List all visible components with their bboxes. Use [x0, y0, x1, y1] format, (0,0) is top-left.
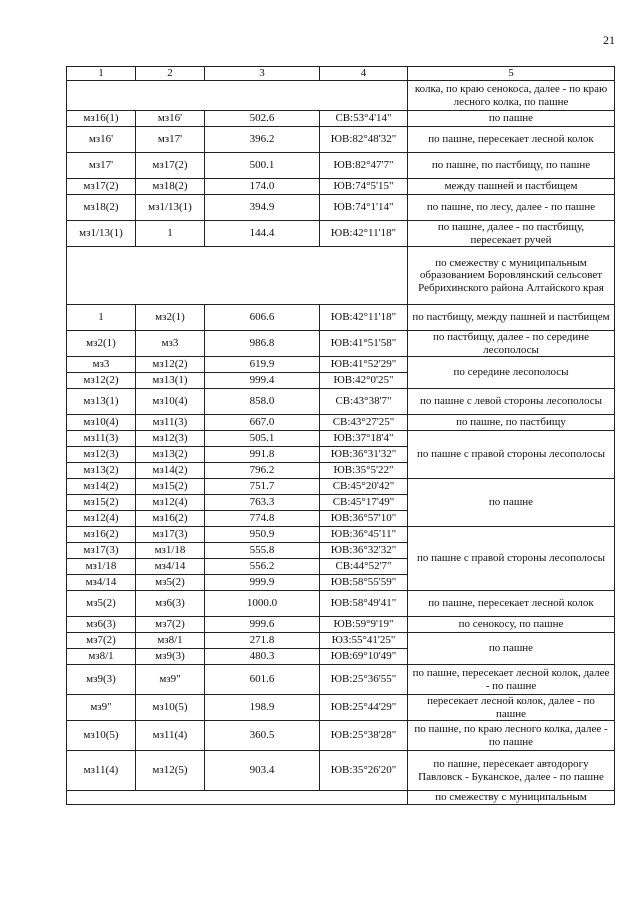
table-cell-description: пересекает лесной колок, далее - по пашне — [408, 695, 615, 721]
table-cell-c1: мз10(4) — [67, 415, 136, 431]
table-row — [67, 111, 615, 127]
table-cell-c4: ЮВ:58°55'59" — [320, 575, 408, 591]
table-cell-c3: 394.9 — [205, 195, 320, 221]
table-cell-description: по смежеству с муниципальным — [408, 791, 615, 805]
table-cell-c1: 1 — [67, 305, 136, 331]
table-cell-description: по пашне, пересекает лесной колок — [408, 591, 615, 617]
table-cell-c4: ЮВ:42°11'18" — [320, 221, 408, 247]
table-row — [67, 221, 615, 247]
boundary-table — [66, 66, 615, 805]
table-cell-c1: мз8/1 — [67, 649, 136, 665]
table-cell-c1: мз9" — [67, 695, 136, 721]
table-cell-c2: мз3 — [136, 331, 205, 357]
table-cell-c4: СВ:45°20'42" — [320, 479, 408, 495]
table-row — [67, 633, 615, 649]
table-cell-c1: мз13(1) — [67, 389, 136, 415]
table-cell-c4: ЮВ:74°5'15" — [320, 179, 408, 195]
table-cell-c2: мз6(3) — [136, 591, 205, 617]
table-cell-c2: мз16(2) — [136, 511, 205, 527]
table-cell-c4: СВ:43°38'7" — [320, 389, 408, 415]
table-row — [67, 81, 615, 111]
table-cell-c2: мз15(2) — [136, 479, 205, 495]
table-cell-c2: мз12(3) — [136, 431, 205, 447]
table-cell-c2: мз18(2) — [136, 179, 205, 195]
table-cell-c2: мз4/14 — [136, 559, 205, 575]
table-cell-c4: ЮВ:42°0'25" — [320, 373, 408, 389]
table-cell-c2: мз17' — [136, 127, 205, 153]
table-cell-c3: 601.6 — [205, 665, 320, 695]
table-cell-c4: ЮВ:35°5'22" — [320, 463, 408, 479]
table-cell-c4: ЮВ:59°9'19" — [320, 617, 408, 633]
table-cell-c2: мз7(2) — [136, 617, 205, 633]
table-cell-description: по пашне с правой стороны лесополосы — [408, 431, 615, 479]
table-row — [67, 127, 615, 153]
table-cell-c1: мз4/14 — [67, 575, 136, 591]
table-cell-c3: 667.0 — [205, 415, 320, 431]
table-cell-c3: 991.8 — [205, 447, 320, 463]
table-cell-c2: мз8/1 — [136, 633, 205, 649]
table-cell-description: по пашне, пересекает автодорогу Павловск - Буканское, далее - по пашне — [408, 751, 615, 791]
table-cell-c1: мз16' — [67, 127, 136, 153]
table-cell-c3: 606.6 — [205, 305, 320, 331]
table-cell-c1: мз14(2) — [67, 479, 136, 495]
header-cell: 1 — [67, 67, 136, 81]
table-cell-c4: СВ:45°17'49" — [320, 495, 408, 511]
table-cell-c1: мз13(2) — [67, 463, 136, 479]
table-cell-c4: ЮВ:25°44'29" — [320, 695, 408, 721]
table-cell-c1: мз6(3) — [67, 617, 136, 633]
table-cell-description: колка, по краю сенокоса, далее - по краю лесного колка, по пашне — [408, 81, 615, 111]
table-cell-c3: 271.8 — [205, 633, 320, 649]
table-cell-c4: ЮВ:36°45'11" — [320, 527, 408, 543]
table-cell-c1: мз12(4) — [67, 511, 136, 527]
table-row — [67, 153, 615, 179]
table-cell-c4: ЮВ:36°57'10" — [320, 511, 408, 527]
table-cell-description: по пашне с левой стороны лесополосы — [408, 389, 615, 415]
table-cell-description: по пашне — [408, 479, 615, 527]
table-cell-description: по пашне, пересекает лесной колок, далее - по пашне — [408, 665, 615, 695]
table-cell-c3: 505.1 — [205, 431, 320, 447]
table-row — [67, 479, 615, 495]
table-cell-empty — [67, 247, 408, 305]
table-cell-c4: СВ:43°27'25" — [320, 415, 408, 431]
table-cell-c2: мз1/13(1) — [136, 195, 205, 221]
table-cell-c4: ЮВ:69°10'49" — [320, 649, 408, 665]
table-cell-empty — [67, 81, 408, 111]
table-cell-c4: ЮВ:25°38'28" — [320, 721, 408, 751]
table-cell-c3: 360.5 — [205, 721, 320, 751]
table-cell-c4: ЮЗ:55°41'25" — [320, 633, 408, 649]
table-cell-empty — [67, 791, 408, 805]
table-cell-c4: ЮВ:74°1'14" — [320, 195, 408, 221]
table-cell-description: по пашне — [408, 633, 615, 665]
table-cell-description: по пашне — [408, 111, 615, 127]
table-row — [67, 331, 615, 357]
table-cell-c3: 751.7 — [205, 479, 320, 495]
header-cell: 5 — [408, 67, 615, 81]
table-cell-c1: мз16(2) — [67, 527, 136, 543]
table-cell-c2: мз12(5) — [136, 751, 205, 791]
table-row — [67, 617, 615, 633]
table-cell-c1: мз9(3) — [67, 665, 136, 695]
table-row — [67, 695, 615, 721]
table-cell-c1: мз1/13(1) — [67, 221, 136, 247]
table-cell-c2: мз11(4) — [136, 721, 205, 751]
table-cell-description: по пашне с правой стороны лесополосы — [408, 527, 615, 591]
page-number: 21 — [603, 33, 615, 47]
table-row — [67, 591, 615, 617]
table-cell-c1: мз17' — [67, 153, 136, 179]
table-cell-c2: мз2(1) — [136, 305, 205, 331]
table-cell-c1: мз7(2) — [67, 633, 136, 649]
table-cell-c1: мз12(3) — [67, 447, 136, 463]
table-cell-c3: 174.0 — [205, 179, 320, 195]
header-cell: 4 — [320, 67, 408, 81]
table-cell-c4: ЮВ:58°49'41" — [320, 591, 408, 617]
table-cell-c2: мз12(2) — [136, 357, 205, 373]
table-cell-description: по пашне, по пастбищу — [408, 415, 615, 431]
table-cell-description: по пашне, по пастбищу, по пашне — [408, 153, 615, 179]
table-row — [67, 195, 615, 221]
header-cell: 2 — [136, 67, 205, 81]
table-cell-description: по пастбищу, далее - по середине лесополосы — [408, 331, 615, 357]
table-cell-c4: ЮВ:36°31'32" — [320, 447, 408, 463]
table-cell-c3: 619.9 — [205, 357, 320, 373]
table-cell-c3: 950.9 — [205, 527, 320, 543]
table-cell-c1: мз12(2) — [67, 373, 136, 389]
table-cell-description: по пашне, по лесу, далее - по пашне — [408, 195, 615, 221]
table-cell-c1: мз18(2) — [67, 195, 136, 221]
table-cell-c2: мз11(3) — [136, 415, 205, 431]
table-cell-description: между пашней и пастбищем — [408, 179, 615, 195]
table-cell-c3: 502.6 — [205, 111, 320, 127]
table-cell-description: по смежеству с муниципальным образованием Боровлянский сельсовет Ребрихинского района Алтайского края — [408, 247, 615, 305]
table-row — [67, 721, 615, 751]
table-cell-c4: ЮВ:42°11'18" — [320, 305, 408, 331]
table-cell-c3: 396.2 — [205, 127, 320, 153]
table-cell-c2: мз9(3) — [136, 649, 205, 665]
table-cell-c3: 999.9 — [205, 575, 320, 591]
table-cell-c3: 858.0 — [205, 389, 320, 415]
table-cell-c1: мз10(5) — [67, 721, 136, 751]
table-cell-c2: мз13(1) — [136, 373, 205, 389]
table-cell-c3: 903.4 — [205, 751, 320, 791]
table-cell-c1: мз5(2) — [67, 591, 136, 617]
table-cell-c2: 1 — [136, 221, 205, 247]
table-cell-c3: 763.3 — [205, 495, 320, 511]
table-row — [67, 751, 615, 791]
table-cell-c3: 480.3 — [205, 649, 320, 665]
table-row — [67, 357, 615, 373]
table-cell-c2: мз10(5) — [136, 695, 205, 721]
table-cell-c1: мз11(3) — [67, 431, 136, 447]
table-cell-description: по пашне, далее - по пастбищу, пересекает ручей — [408, 221, 615, 247]
table-cell-c1: мз2(1) — [67, 331, 136, 357]
table-cell-c1: мз17(3) — [67, 543, 136, 559]
table-cell-c3: 796.2 — [205, 463, 320, 479]
table-row — [67, 431, 615, 447]
table-row — [67, 415, 615, 431]
table-cell-c2: мз5(2) — [136, 575, 205, 591]
table-cell-description: по пашне, пересекает лесной колок — [408, 127, 615, 153]
table-cell-c2: мз13(2) — [136, 447, 205, 463]
table-cell-c4: ЮВ:41°52'29" — [320, 357, 408, 373]
table-cell-c3: 999.6 — [205, 617, 320, 633]
table-cell-c4: ЮВ:36°32'32" — [320, 543, 408, 559]
table-cell-c4: ЮВ:82°47'7" — [320, 153, 408, 179]
table-row — [67, 305, 615, 331]
table-cell-c2: мз10(4) — [136, 389, 205, 415]
table-cell-c2: мз14(2) — [136, 463, 205, 479]
header-row — [67, 67, 615, 81]
table-row — [67, 527, 615, 543]
table-cell-c3: 986.8 — [205, 331, 320, 357]
header-cell: 3 — [205, 67, 320, 81]
table-cell-c3: 198.9 — [205, 695, 320, 721]
table-cell-c2: мз16' — [136, 111, 205, 127]
table-cell-c4: ЮВ:25°36'55" — [320, 665, 408, 695]
table-cell-c3: 556.2 — [205, 559, 320, 575]
table-cell-description: по сенокосу, по пашне — [408, 617, 615, 633]
table-cell-c4: СВ:53°4'14" — [320, 111, 408, 127]
table-cell-description: по середине лесополосы — [408, 357, 615, 389]
table-cell-c3: 774.8 — [205, 511, 320, 527]
table-cell-c4: ЮВ:41°51'58" — [320, 331, 408, 357]
table-cell-c1: мз15(2) — [67, 495, 136, 511]
table-row — [67, 247, 615, 305]
table-cell-c1: мз1/18 — [67, 559, 136, 575]
table-cell-c2: мз17(2) — [136, 153, 205, 179]
table-row — [67, 665, 615, 695]
table-row — [67, 179, 615, 195]
table-cell-c1: мз16(1) — [67, 111, 136, 127]
table-cell-description: по пашне, по краю лесного колка, далее - по пашне — [408, 721, 615, 751]
table-cell-c2: мз17(3) — [136, 527, 205, 543]
table-row — [67, 389, 615, 415]
table-cell-c2: мз1/18 — [136, 543, 205, 559]
table-cell-c2: мз9" — [136, 665, 205, 695]
table-row — [67, 791, 615, 805]
table-cell-c4: СВ:44°52'7" — [320, 559, 408, 575]
table-cell-c1: мз3 — [67, 357, 136, 373]
table-cell-c3: 144.4 — [205, 221, 320, 247]
table-cell-c4: ЮВ:37°18'4" — [320, 431, 408, 447]
table-cell-c4: ЮВ:35°26'20" — [320, 751, 408, 791]
table-cell-c3: 555.8 — [205, 543, 320, 559]
table-cell-c2: мз12(4) — [136, 495, 205, 511]
table-cell-c1: мз17(2) — [67, 179, 136, 195]
table-cell-c3: 500.1 — [205, 153, 320, 179]
table-cell-c3: 1000.0 — [205, 591, 320, 617]
table-cell-c3: 999.4 — [205, 373, 320, 389]
table-cell-c4: ЮВ:82°48'32" — [320, 127, 408, 153]
table-cell-c1: мз11(4) — [67, 751, 136, 791]
table-cell-description: по пастбищу, между пашней и пастбищем — [408, 305, 615, 331]
